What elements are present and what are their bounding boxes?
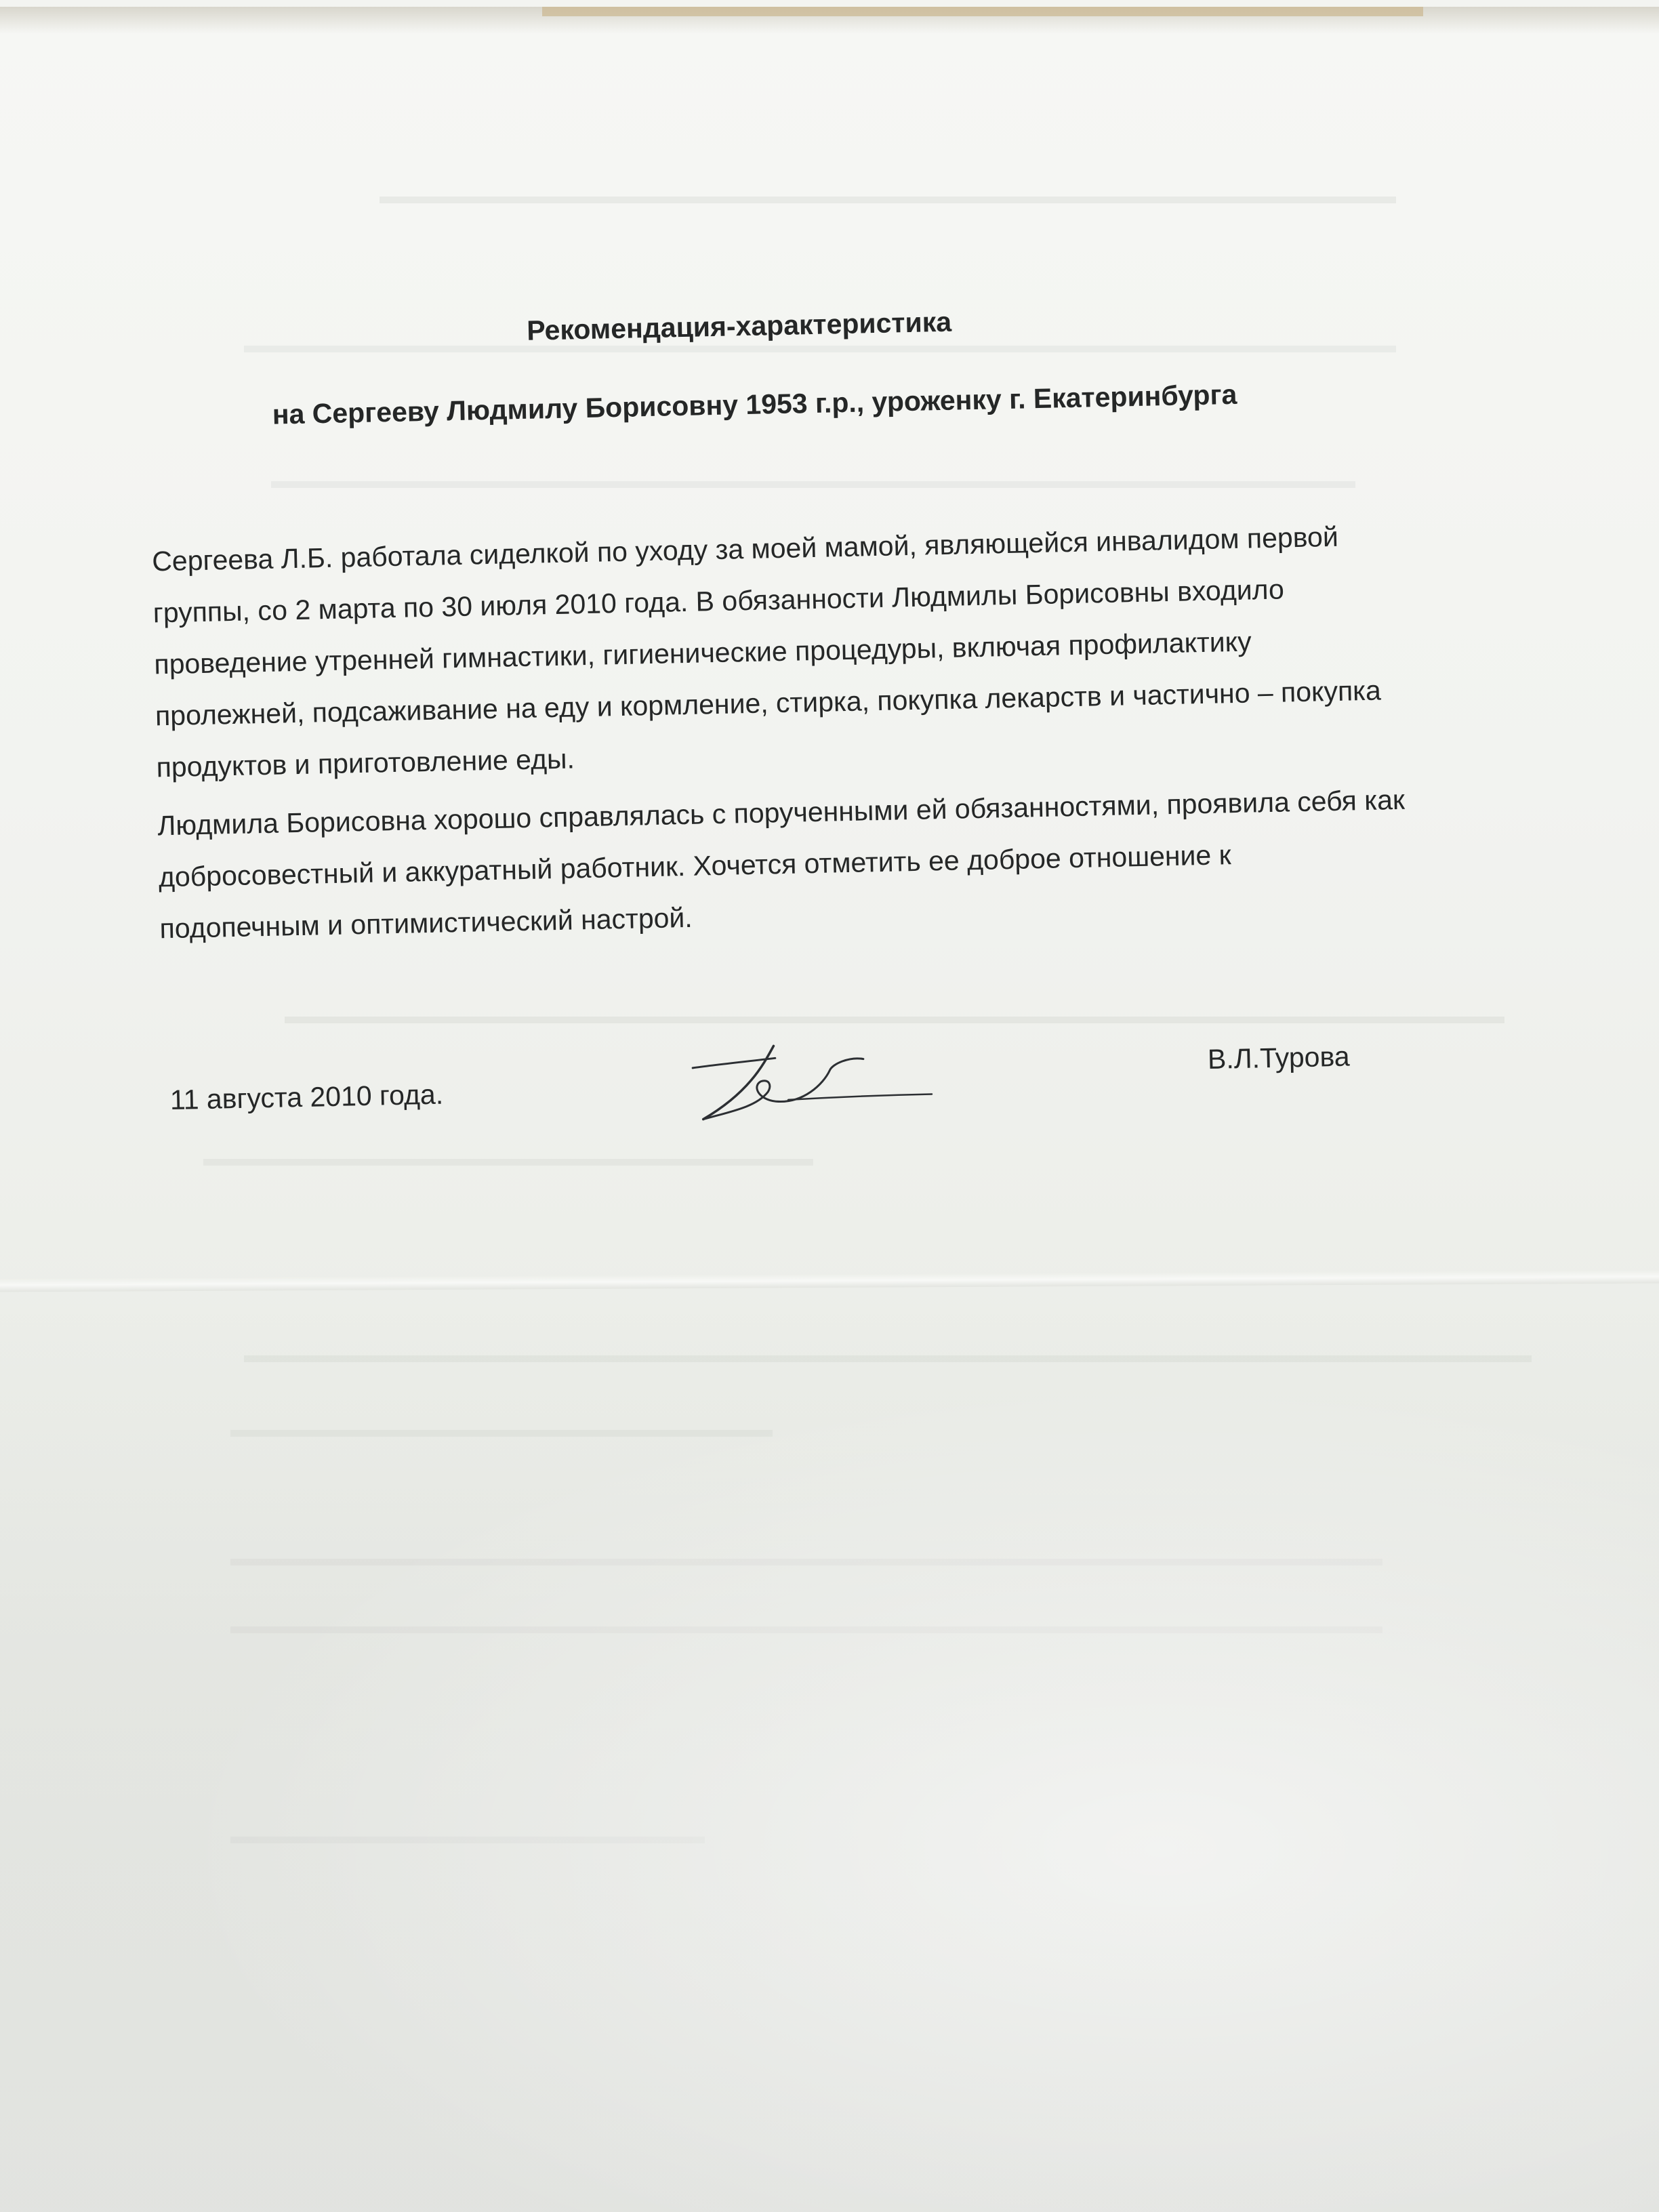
paragraph-line: группы, со 2 марта по 30 июля 2010 года. В обязанности Людмилы Борисовны входило xyxy=(152,573,1285,629)
document-title: Рекомендация-характеристика xyxy=(526,306,952,346)
paragraph-line: проведение утренней гимнастики, гигиенические процедуры, включая профилактику xyxy=(153,626,1252,680)
paragraph-line: Сергеева Л.Б. работала сиделкой по уходу за моей мамой, являющейся инвалидом первой xyxy=(151,520,1339,577)
handwritten-signature xyxy=(687,1027,946,1121)
document-date: 11 августа 2010 года. xyxy=(169,1078,444,1116)
paragraph-line: Людмила Борисовна хорошо справлялась с порученными ей обязанностями, проявила себя как xyxy=(157,783,1406,842)
paragraph-line: продуктов и приготовление еды. xyxy=(156,743,575,783)
paragraph-line: добросовестный и аккуратный работник. Хочется отметить ее доброе отношение к xyxy=(158,839,1231,893)
paragraph-duties xyxy=(151,506,1579,793)
paragraph-assessment xyxy=(157,770,1583,954)
paragraph-line: подопечным и оптимистический настрой. xyxy=(159,901,693,945)
paragraph-line: пролежней, подсаживание на еду и кормление, стирка, покупка лекарств и частично – покупка xyxy=(155,674,1382,732)
signer-name: В.Л.Турова xyxy=(1207,1040,1350,1075)
document-subtitle: на Сергееву Людмилу Борисовну 1953 г.р., уроженку г. Екатеринбурга xyxy=(272,378,1237,430)
